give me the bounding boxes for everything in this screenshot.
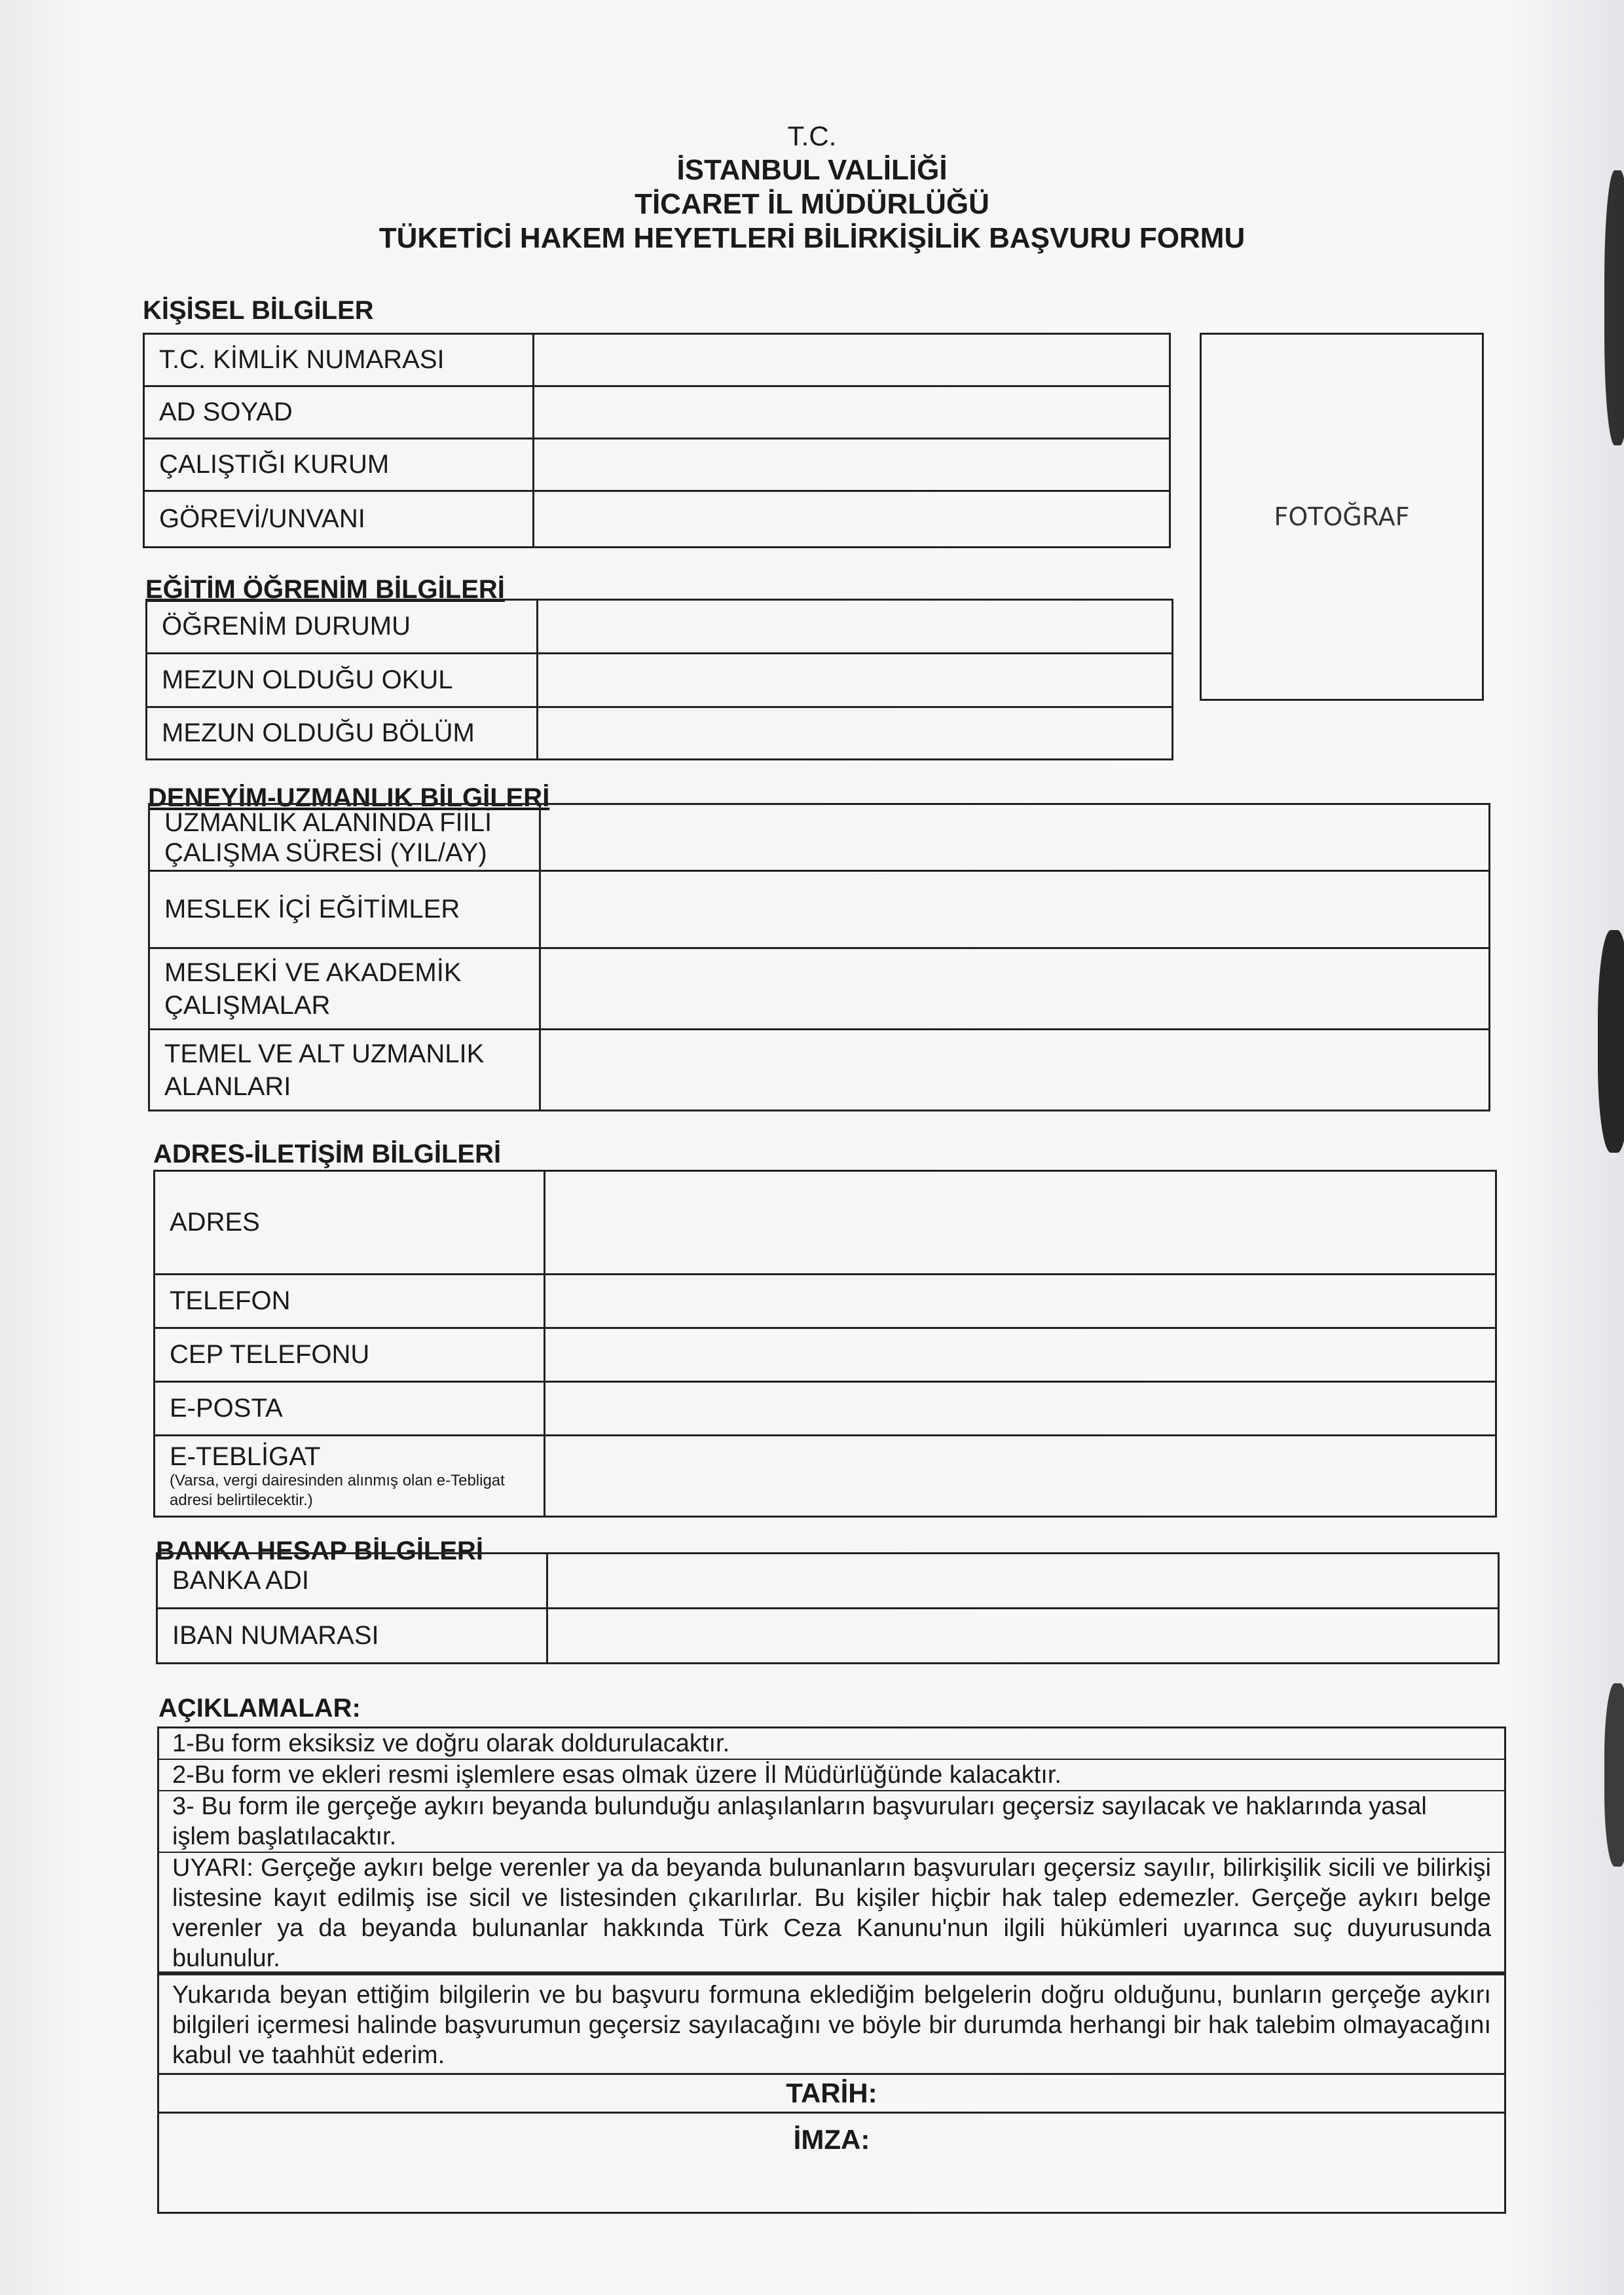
section-title-experience: DENEYİM-UZMANLIK BİLGİLERİ: [148, 783, 550, 812]
table-row: [147, 600, 1173, 654]
position-title-input[interactable]: [534, 491, 1170, 548]
date-label: TARİH:: [786, 2078, 877, 2108]
iban-input[interactable]: [547, 1609, 1499, 1664]
field-label: CEP TELEFONU: [155, 1328, 545, 1382]
table-row: [144, 439, 1170, 491]
table-row: [149, 804, 1490, 871]
etebligat-label: E-TEBLİGAT: [170, 1442, 321, 1471]
table-row: [144, 491, 1170, 548]
experience-table: [148, 803, 1490, 1111]
field-label: ADRES: [155, 1171, 545, 1275]
header-line-tc: T.C.: [787, 121, 837, 151]
name-surname-input[interactable]: [534, 386, 1170, 439]
graduated-school-input[interactable]: [538, 654, 1173, 707]
form-header: [0, 119, 1624, 255]
table-row: [155, 1275, 1496, 1328]
field-label: E-POSTA: [155, 1382, 545, 1436]
photo-box[interactable]: [1200, 333, 1484, 701]
table-row: [155, 1382, 1496, 1436]
table-row: [155, 1171, 1496, 1275]
note-item: 3- Bu form ile gerçeğe aykırı beyanda bulunduğu anlaşılanların başvuruları geçersiz sayılacak ve haklarında yasal işlem başlatılacaktır.: [159, 1791, 1504, 1853]
field-label-etebligat: [155, 1436, 545, 1517]
table-row: [147, 707, 1173, 760]
mobile-phone-input[interactable]: [545, 1328, 1496, 1382]
phone-input[interactable]: [545, 1275, 1496, 1328]
field-label: MEZUN OLDUĞU BÖLÜM: [147, 707, 538, 760]
field-label: T.C. KİMLİK NUMARASI: [144, 334, 534, 386]
table-row: [144, 386, 1170, 439]
expertise-areas-input[interactable]: [540, 1030, 1490, 1111]
field-label: IBAN NUMARASI: [157, 1609, 547, 1664]
contact-table: [153, 1170, 1497, 1518]
field-label: UZMANLIK ALANINDA FİİLİ ÇALIŞMA SÜRESİ (YIL/AY): [149, 804, 540, 871]
bank-name-input[interactable]: [547, 1554, 1499, 1609]
table-row: [157, 1554, 1499, 1609]
tc-id-input[interactable]: [534, 334, 1170, 386]
table-row: [149, 948, 1490, 1030]
section-title-bank: BANKA HESAP BİLGİLERİ: [156, 1537, 484, 1565]
field-label: MESLEKİ VE AKADEMİK ÇALIŞMALAR: [149, 948, 540, 1030]
education-table: [145, 599, 1173, 760]
table-row: [149, 871, 1490, 948]
work-duration-input[interactable]: [540, 804, 1490, 871]
section-title-personal: KİŞİSEL BİLGİLER: [143, 296, 374, 325]
photo-label: FOTOĞRAF: [1274, 502, 1410, 531]
warning-note: UYARI: Gerçeğe aykırı belge verenler ya da beyanda bulunanların başvuruları geçersiz sayılır, bilirkişilik sicili ve bilirkişi listesine kayıt edilmiş ise sicil ve listesinden çıkarılırlar. Bu kişiler hiçbir hak talep edemezler. Gerçeğe aykırı belge verenler ya da beyanda bulunanlar hakkında Türk Ceza Kanunu'nun ilgili hükümleri uyarınca suç duyurusunda bulunulur.: [172, 1854, 1491, 1972]
section-title-contact: ADRES-İLETİŞİM BİLGİLERİ: [153, 1140, 502, 1168]
note-item: 2-Bu form ve ekleri resmi işlemlere esas olmak üzere İl Müdürlüğünde kalacaktır.: [159, 1760, 1504, 1791]
institution-input[interactable]: [534, 439, 1170, 491]
signature-field[interactable]: [159, 2114, 1504, 2212]
scan-shadow: [1604, 1683, 1624, 1867]
field-label: TEMEL VE ALT UZMANLIK ALANLARI: [149, 1030, 540, 1111]
etebligat-input[interactable]: [545, 1436, 1496, 1517]
date-field[interactable]: [159, 2075, 1504, 2114]
bank-table: [156, 1552, 1500, 1664]
field-label: TELEFON: [155, 1275, 545, 1328]
table-row: [144, 334, 1170, 386]
declaration-text: Yukarıda beyan ettiğim bilgilerin ve bu başvuru formuna eklediğim belgelerin doğru olduğunu, bunların gerçeğe aykırı bilgileri içermesi halinde başvurumun geçersiz sayılacağını ve böyle bir durumda herhangi bir hak talebim olmayacağını kabul ve taahhüt ederim.: [159, 1973, 1504, 2075]
table-row: [149, 1030, 1490, 1111]
academic-work-input[interactable]: [540, 948, 1490, 1030]
header-line-directorate: TİCARET İL MÜDÜRLÜĞÜ: [635, 188, 989, 220]
signature-label: İMZA:: [793, 2124, 870, 2155]
address-input[interactable]: [545, 1171, 1496, 1275]
field-label: ÇALIŞTIĞI KURUM: [144, 439, 534, 491]
field-label: BANKA ADI: [157, 1554, 547, 1609]
scan-shadow: [1598, 930, 1624, 1153]
table-row: [155, 1328, 1496, 1382]
field-label: GÖREVİ/UNVANI: [144, 491, 534, 548]
field-label: ÖĞRENİM DURUMU: [147, 600, 538, 654]
header-line-governorship: İSTANBUL VALİLİĞİ: [676, 154, 948, 186]
table-row: [155, 1436, 1496, 1517]
field-label: AD SOYAD: [144, 386, 534, 439]
education-status-input[interactable]: [538, 600, 1173, 654]
field-label: MEZUN OLDUĞU OKUL: [147, 654, 538, 707]
email-input[interactable]: [545, 1382, 1496, 1436]
in-service-training-input[interactable]: [540, 871, 1490, 948]
notes-box: [157, 1726, 1506, 1975]
graduated-department-input[interactable]: [538, 707, 1173, 760]
field-label: MESLEK İÇİ EĞİTİMLER: [149, 871, 540, 948]
note-item: 1-Bu form eksiksiz ve doğru olarak doldurulacaktır.: [159, 1728, 1504, 1760]
section-title-education: EĞİTİM ÖĞRENİM BİLGİLERİ: [145, 575, 505, 604]
table-row: [147, 654, 1173, 707]
etebligat-note: (Varsa, vergi dairesinden alınmış olan e-Tebligat adresi belirtilecektir.): [170, 1471, 505, 1509]
personal-table: [143, 333, 1171, 548]
header-line-form-title: TÜKETİCİ HAKEM HEYETLERİ BİLİRKİŞİLİK BAŞVURU FORMU: [378, 222, 1246, 254]
table-row: [157, 1609, 1499, 1664]
section-title-notes: AÇIKLAMALAR:: [158, 1694, 361, 1723]
declaration-box: [157, 1971, 1506, 2214]
scan-shadow: [1604, 170, 1624, 445]
